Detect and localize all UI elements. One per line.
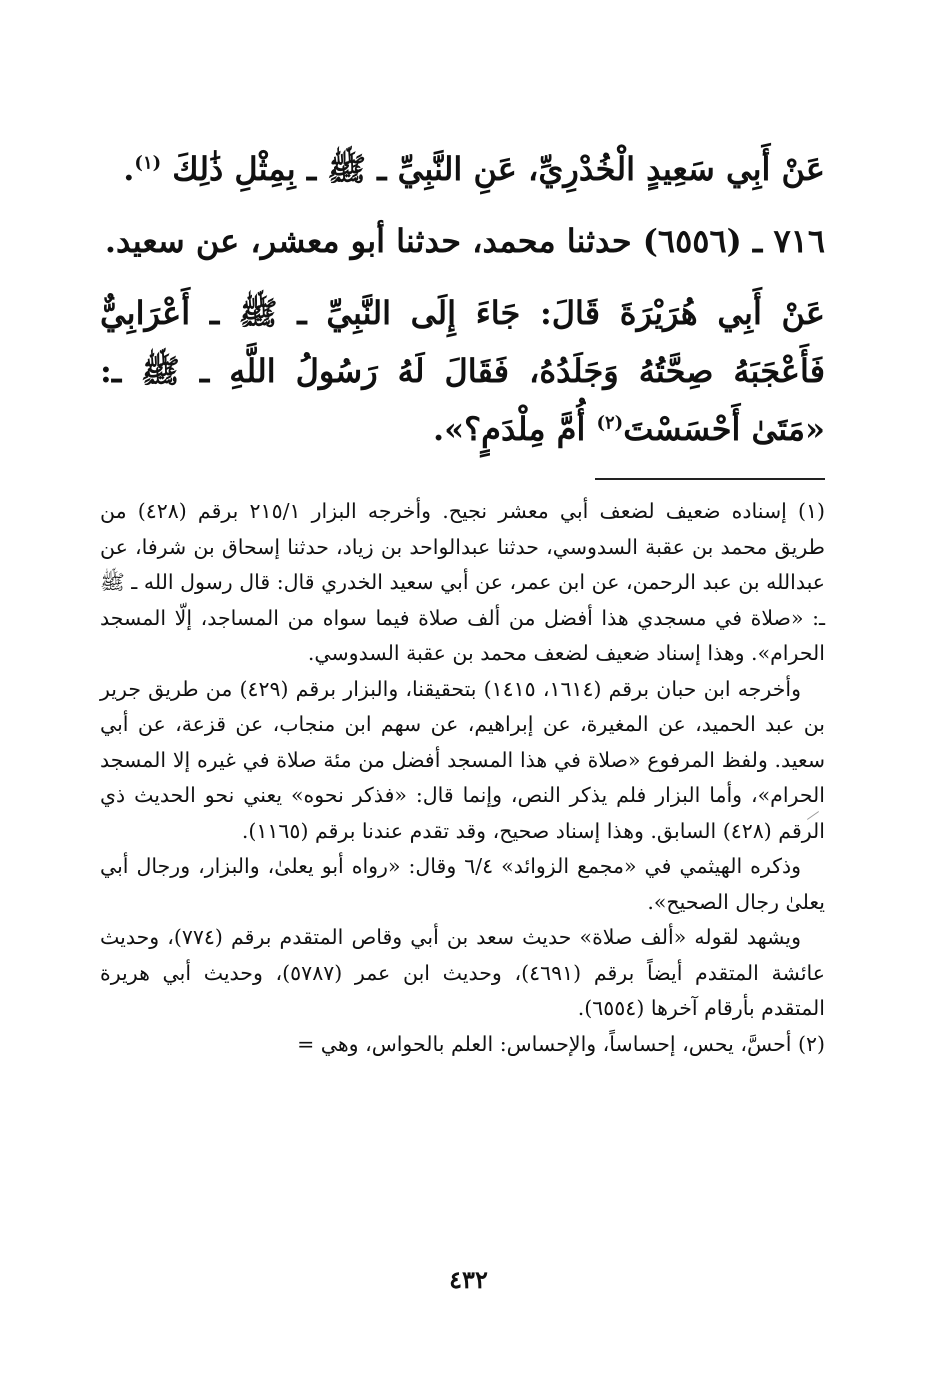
footnote-1-part-3: وذكره الهيثمي في «مجمع الزوائد» ٦/٤ وقال: «رواه أبو يعلىٰ، والبزار، ورجال أبي يعلىٰ رجال الصحيح». — [100, 854, 825, 914]
hadith-2-text: عَنْ أَبِي هُرَيْرَةَ قَالَ: جَاءَ إِلَى النَّبِيِّ ـ ﷺ ـ أَعْرَابِيٌّ فَأَعْجَبَهُ صِحَّتُهُ وَجَلَدُهُ، فَقَالَ لَهُ رَسُولُ اللَّهِ ـ ﷺ ـ: «مَتَىٰ أَحْسَسْتَ — [100, 294, 826, 448]
hadith-paragraph-2 — [100, 284, 825, 458]
footnotes — [100, 494, 825, 1062]
hadith-2-end: أُمَّ مِلْدَمٍ؟». — [433, 410, 597, 448]
footnote-marker-1: (١) — [134, 152, 162, 174]
hadith-paragraph-1 — [100, 140, 825, 198]
main-text — [100, 140, 825, 458]
footnote-separator — [595, 478, 825, 480]
hadith-1-text: عَنْ أَبِي سَعِيدٍ الْخُدْرِيِّ، عَنِ النَّبِيِّ ـ ﷺ ـ بِمِثْلِ ذَٰلِكَ — [172, 150, 825, 188]
footnote-1-part-1: (١) إسناده ضعيف لضعف أبي معشر نجيح. وأخرجه البزار ٢١٥/١ برقم (٤٢٨) من طريق محمد بن عقبة السدوسي، حدثنا عبدالواحد بن زياد، حدثنا إسحاق بن شرفا، عن عبدالله بن عبد الرحمن، عن ابن عمر، عن أبي سعيد الخدري قال: قال رسول الله ـ ﷺ ـ: «صلاة في مسجدي هذا أفضل من ألف صلاة فيما سواه من المساجد، إلّا المسجد الحرام». وهذا إسناد ضعيف لضعف محمد بن عقبة السدوسي. — [100, 499, 825, 665]
hadith-isnad-716: ٧١٦ ـ (٦٥٥٦) حدثنا محمد، حدثنا أبو معشر، عن سعيد. — [104, 222, 825, 260]
page-number: ٤٣٢ — [449, 1265, 488, 1294]
footnote-marker-2: (٢) — [596, 412, 624, 434]
footnote-1-part-4: ويشهد لقوله «ألف صلاة» حديث سعد بن أبي وقاص المتقدم برقم (٧٧٤)، وحديث عائشة المتقدم أيضاً برقم (٤٦٩١)، وحديث ابن عمر (٥٧٨٧)، وحديث أبي هريرة المتقدم بأرقام آخرها (٦٥٥٤). — [100, 925, 825, 1020]
page-body — [100, 140, 825, 1062]
footnote-1-part-2: وأخرجه ابن حبان برقم (١٦١٤، ١٤١٥) بتحقيقنا، والبزار برقم (٤٢٩) من طريق جرير بن عبد الحميد، عن المغيرة، عن إبراهيم، عن سهم ابن منجاب، عن قزعة، عن أبي سعيد. ولفظ المرفوع «صلاة في هذا المسجد أفضل من مئة صلاة في غيره إلا المسجد الحرام»، وأما البزار فلم يذكر النص، وإنما قال: «فذكر نحوه» يعني نحو الحديث ذي الرقم (٤٢٨) السابق. وهذا إسناد صحيح، وقد تقدم عندنا برقم (١١٦٥). — [100, 676, 825, 843]
footnote-2: (٢) أحسَّ، يحس، إحساساً، والإحساس: العلم بالحواس، وهي = — [297, 1031, 825, 1056]
hadith-1-end: . — [123, 150, 135, 188]
